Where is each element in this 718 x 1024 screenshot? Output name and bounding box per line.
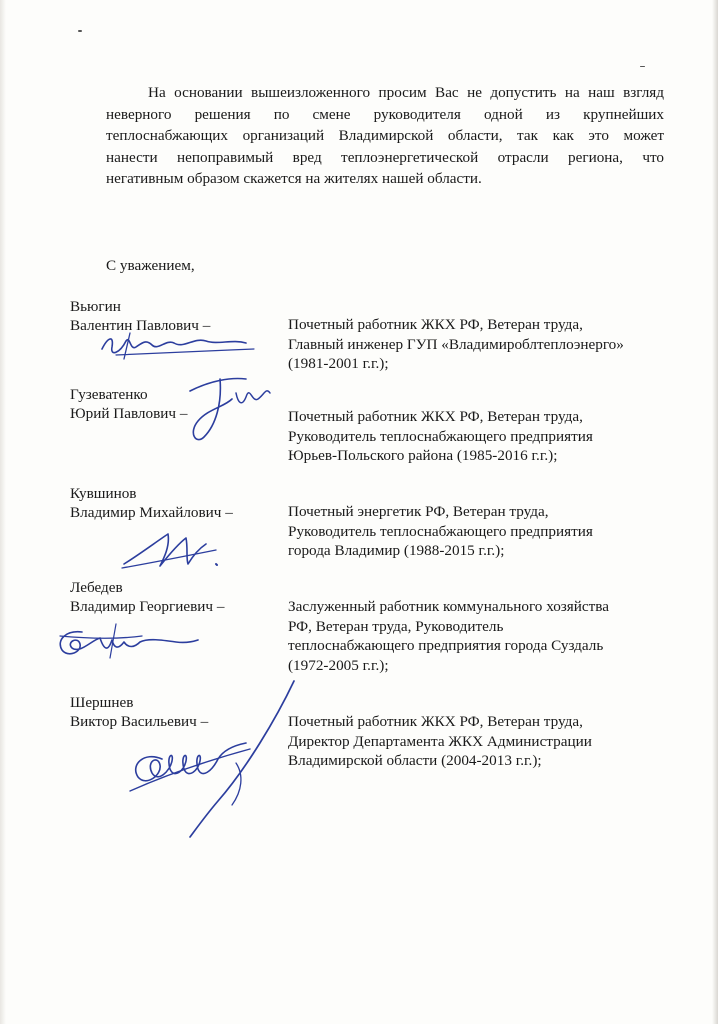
credential-line: Владимирской области (2004-2013 г.г.); bbox=[288, 752, 542, 769]
credential-line: теплоснабжающего предприятия города Суздаль bbox=[288, 637, 604, 654]
scan-speck bbox=[640, 66, 645, 67]
body-line: неверного решения по смене руководителя одной из крупнейших bbox=[106, 105, 664, 123]
signer-given-names: Владимир Георгиевич – bbox=[70, 598, 225, 615]
letter-body-paragraph bbox=[106, 82, 664, 190]
body-line: негативным образом скажется на жителях нашей области. bbox=[106, 170, 482, 187]
credential-line: города Владимир (1988-2015 г.г.); bbox=[288, 542, 505, 559]
handwritten-signature bbox=[116, 524, 226, 574]
signer-credentials bbox=[288, 407, 593, 466]
signer-block-guzevatenko bbox=[0, 385, 718, 485]
signer-credentials bbox=[288, 502, 593, 561]
body-line: нанести непоправимый вред теплоэнергетической отрасли региона, что bbox=[106, 148, 664, 166]
signer-given-names: Владимир Михайлович – bbox=[70, 504, 233, 521]
credential-line: Почетный энергетик РФ, Ветеран труда, bbox=[288, 503, 549, 520]
signer-name bbox=[70, 385, 187, 423]
signer-block-shershnev bbox=[0, 693, 718, 793]
signer-given-names: Виктор Васильевич – bbox=[70, 713, 209, 730]
signer-surname: Вьюгин bbox=[70, 298, 121, 315]
closing-salutation: С уважением, bbox=[106, 257, 195, 274]
signer-credentials bbox=[288, 712, 592, 771]
handwritten-signature bbox=[126, 679, 296, 839]
signer-surname: Лебедев bbox=[70, 579, 123, 596]
signer-credentials bbox=[288, 597, 609, 675]
credential-line: Руководитель теплоснабжающего предприятия bbox=[288, 427, 593, 445]
signer-block-lebedev bbox=[0, 578, 718, 678]
signer-given-names: Валентин Павлович – bbox=[70, 317, 211, 334]
credential-line: Заслуженный работник коммунального хозяйства bbox=[288, 598, 610, 615]
signer-surname: Гузеватенко bbox=[70, 386, 148, 403]
credential-line: (1972-2005 г.г.); bbox=[288, 656, 389, 674]
credential-line: Почетный работник ЖКХ РФ, Ветеран труда, bbox=[288, 713, 583, 730]
credential-line: Руководитель теплоснабжающего предприятия bbox=[288, 522, 593, 540]
body-line: На основании вышеизложенного просим Вас не допустить на наш взгляд bbox=[148, 84, 664, 101]
signer-credentials bbox=[288, 315, 624, 374]
handwritten-signature bbox=[96, 327, 266, 367]
handwritten-signature bbox=[180, 363, 280, 453]
scan-speck bbox=[78, 30, 82, 32]
signer-block-vyugin bbox=[0, 297, 718, 397]
signer-name bbox=[70, 484, 233, 522]
signer-name bbox=[70, 578, 224, 616]
credential-line: Почетный работник ЖКХ РФ, Ветеран труда, bbox=[288, 408, 583, 425]
signer-block-kuvshinov bbox=[0, 484, 718, 584]
signer-surname: Кувшинов bbox=[70, 485, 137, 502]
credential-line: Директор Департамента ЖКХ Администрации bbox=[288, 732, 592, 750]
credential-line: Главный инженер ГУП «Владимироблтеплоэнерго» bbox=[288, 335, 624, 353]
handwritten-signature bbox=[52, 618, 202, 666]
credential-line: Юрьев-Польского района (1985-2016 г.г.); bbox=[288, 447, 558, 464]
signer-given-names: Юрий Павлович – bbox=[70, 405, 188, 422]
signer-surname: Шершнев bbox=[70, 694, 134, 711]
body-line: теплоснабжающих организаций Владимирской области, так как это может bbox=[106, 127, 664, 144]
credential-line: (1981-2001 г.г.); bbox=[288, 355, 389, 372]
credential-line: Почетный работник ЖКХ РФ, Ветеран труда, bbox=[288, 316, 583, 333]
credential-line: РФ, Ветеран труда, Руководитель bbox=[288, 617, 504, 635]
